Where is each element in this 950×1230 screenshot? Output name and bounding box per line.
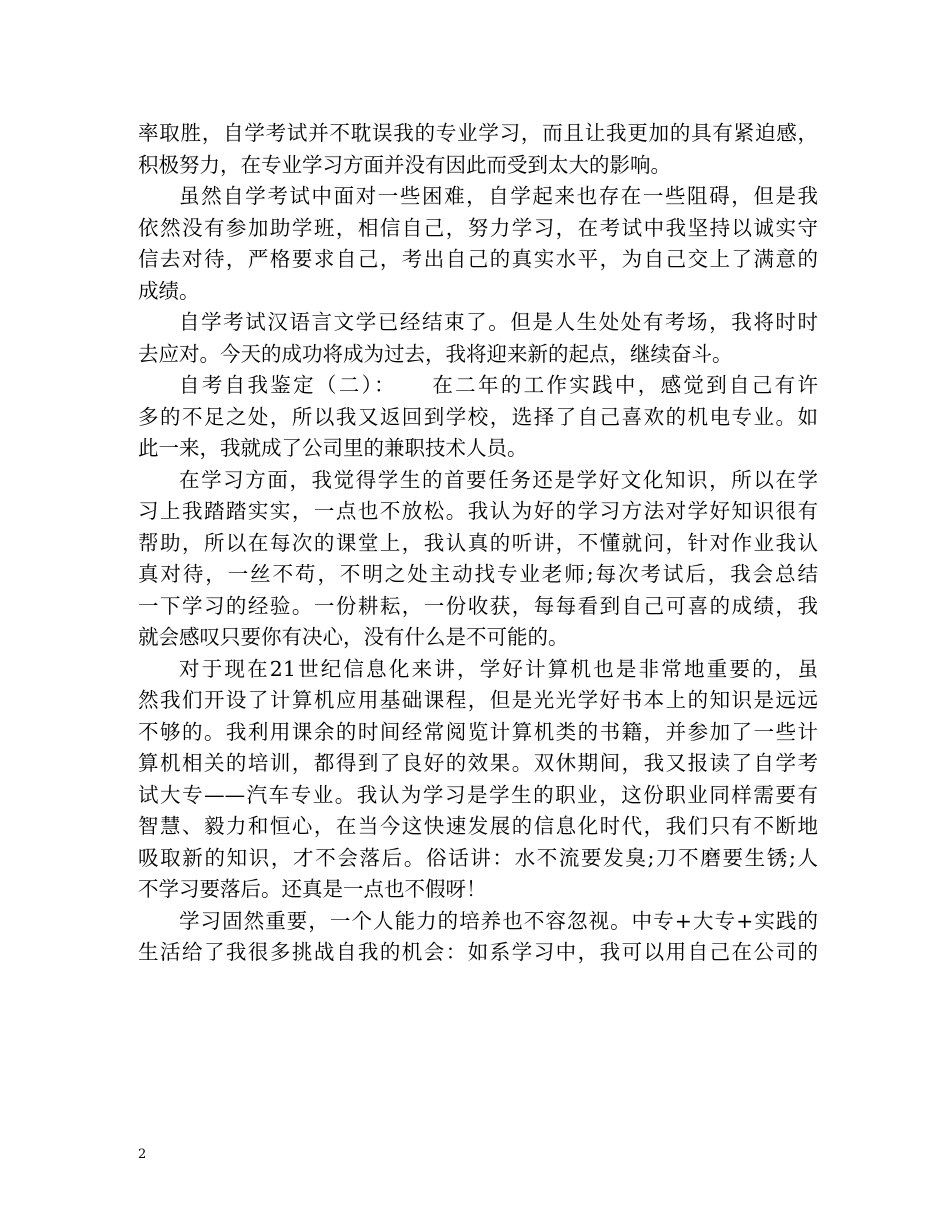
text-line: 虽然自学考试中面对一些困难，自学起来也存在一些阻碍，但是我 [179,184,818,208]
text-line: 学习固然重要，一个人能力的培养也不容忽视。中专+大专+实践的 [179,908,818,933]
text-line: 智慧、毅力和恒心，在当今这快速发展的信息化时代，我们只有不断地 [138,814,818,838]
text-line: 不学习要落后。还真是一点也不假呀！ [138,877,487,901]
text-line: 积极努力，在专业学习方面并没有因此而受到太大的影响。 [138,152,671,177]
text-line: 算机相关的培训，都得到了良好的效果。双休期间，我又报读了自学考 [138,751,818,775]
page-number: 2 [138,1147,147,1162]
text-line: 试大专——汽车专业。我认为学习是学生的职业，这份职业同样需要有 [138,782,818,807]
text-line: 信去对待，严格要求自己，考出自己的真实水平，为自己交上了满意的 [138,247,818,271]
document-body [138,118,818,969]
text-line: 真对待，一丝不苟，不明之处主动找专业老师;每次考试后，我会总结 [138,562,818,586]
text-line: 生活给了我很多挑战自我的机会：如系学习中，我可以用自己在公司的 [138,940,818,964]
text-line: 依然没有参加助学班，相信自己，努力学习，在考试中我坚持以诚实守 [138,215,818,240]
text-line: 就会感叹只要你有决心，没有什么是不可能的。 [138,625,569,649]
text-line: 吸取新的知识，才不会落后。俗话讲：水不流要发臭;刀不磨要生锈;人 [138,845,818,870]
text-line: 对于现在21世纪信息化来讲，学好计算机也是非常地重要的，虽 [179,656,818,681]
text-line: 在学习方面，我觉得学生的首要任务还是学好文化知识，所以在学 [179,467,818,492]
text-line: 然我们开设了计算机应用基础课程，但是光光学好书本上的知识是远远 [138,688,818,712]
text-line: 自考自我鉴定（二）： 在二年的工作实践中，感觉到自己有许 [179,373,818,397]
text-line: 帮助，所以在每次的课堂上，我认真的听讲，不懂就问，针对作业我认 [138,530,818,555]
text-line: 习上我踏踏实实，一点也不放松。我认为好的学习方法对学好知识很有 [138,499,818,523]
text-line: 去应对。今天的成功将成为过去，我将迎来新的起点，继续奋斗。 [138,341,733,366]
text-line: 一下学习的经验。一份耕耘，一份收获，每每看到自己可喜的成绩，我 [138,593,818,618]
text-line: 多的不足之处，所以我又返回到学校，选择了自己喜欢的机电专业。如 [138,404,818,429]
text-line: 率取胜，自学考试并不耽误我的专业学习，而且让我更加的具有紧迫感， [138,121,818,145]
text-line: 此一来，我就成了公司里的兼职技术人员。 [138,436,528,460]
text-line: 不够的。我利用课余的时间经常阅览计算机类的书籍，并参加了一些计 [138,719,818,744]
text-line: 成绩。 [138,278,200,303]
text-line: 自学考试汉语言文学已经结束了。但是人生处处有考场，我将时时 [179,310,818,334]
